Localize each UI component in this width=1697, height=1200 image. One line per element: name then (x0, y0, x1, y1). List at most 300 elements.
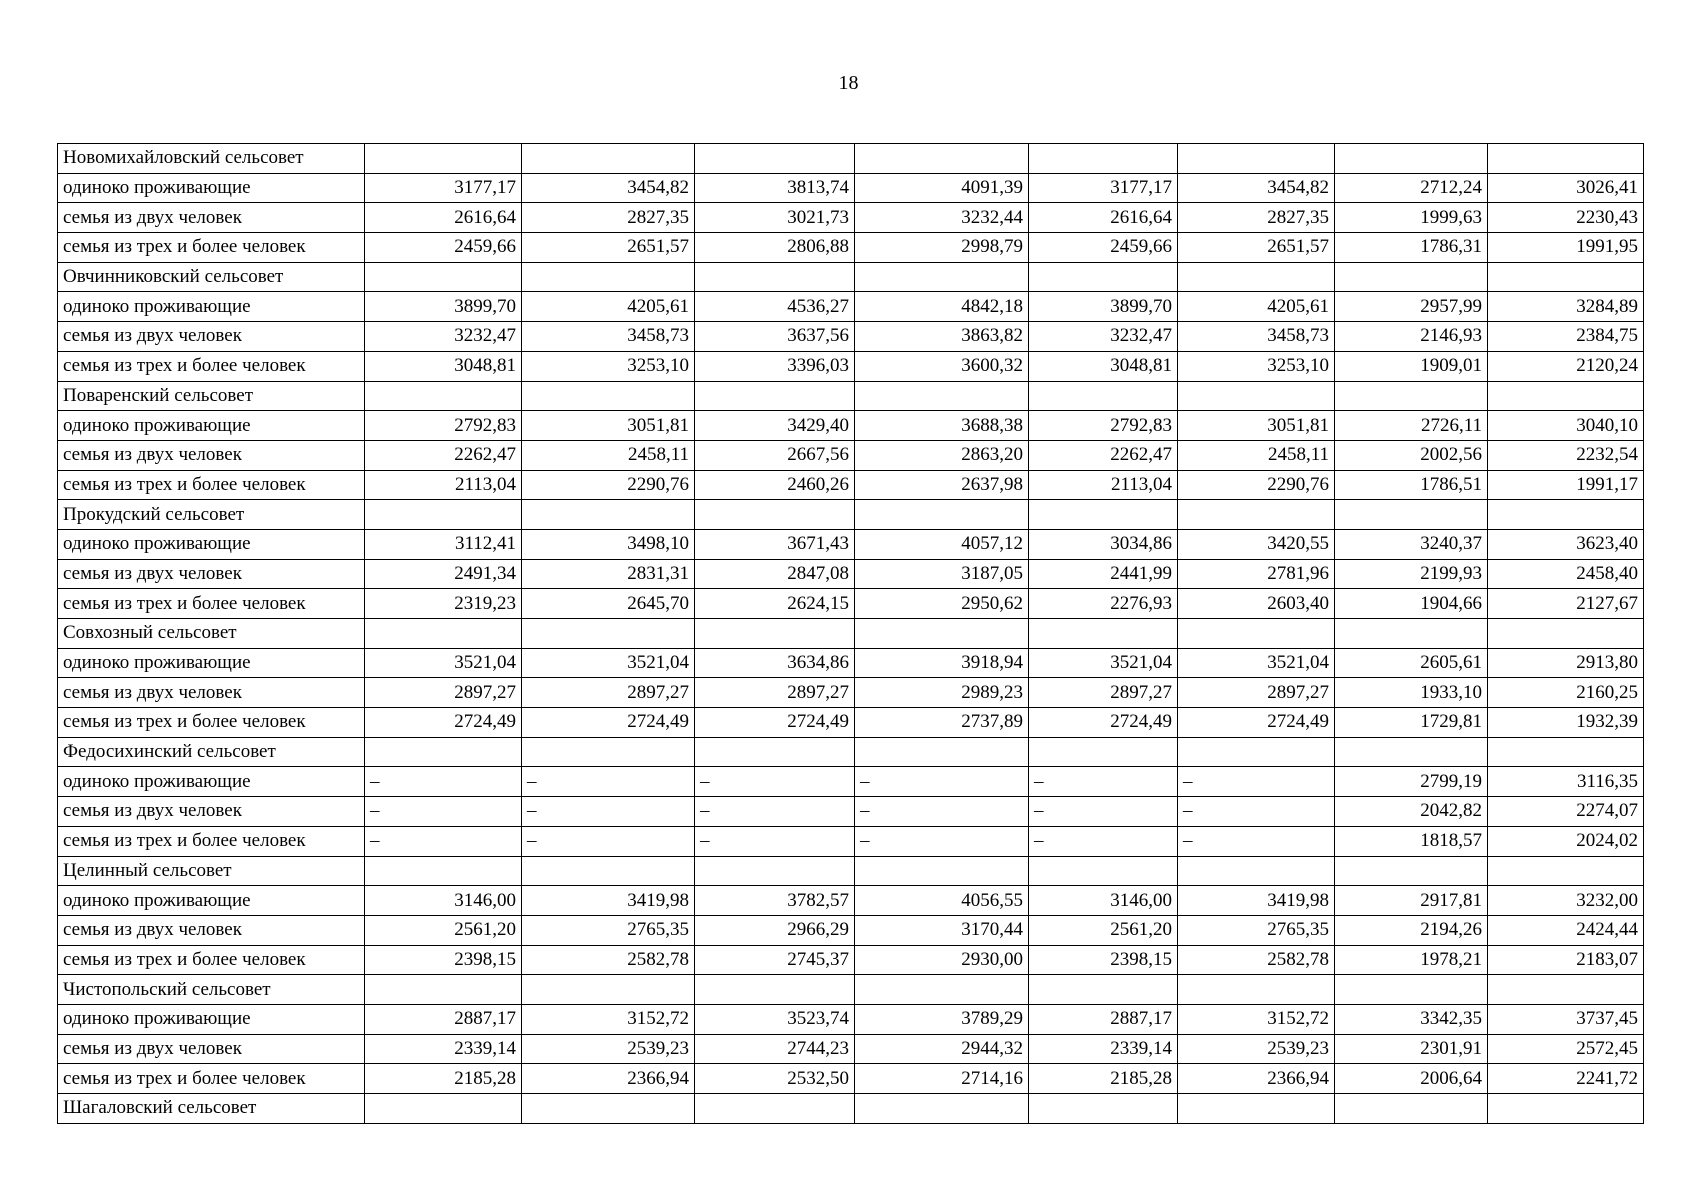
empty-cell (1488, 1094, 1644, 1124)
table-row (58, 529, 1644, 559)
value-cell: 2572,45 (1488, 1034, 1644, 1064)
value-cell: 2582,78 (1178, 945, 1335, 975)
value-cell: – (1178, 797, 1335, 827)
value-cell: 2185,28 (1029, 1064, 1178, 1094)
value-cell: – (365, 797, 522, 827)
value-cell: 3521,04 (1178, 648, 1335, 678)
table-row (58, 1004, 1644, 1034)
value-cell: 3146,00 (365, 886, 522, 916)
empty-cell (522, 737, 695, 767)
empty-cell (1335, 1094, 1488, 1124)
page-number: 18 (838, 72, 859, 94)
value-cell: 4057,12 (855, 529, 1029, 559)
value-cell: 2146,93 (1335, 322, 1488, 352)
empty-cell (1029, 1094, 1178, 1124)
empty-cell (695, 500, 855, 530)
value-cell: 2459,66 (365, 233, 522, 263)
value-cell: 3637,56 (695, 322, 855, 352)
value-cell: 2897,27 (695, 678, 855, 708)
value-cell: 3040,10 (1488, 411, 1644, 441)
value-cell: 2917,81 (1335, 886, 1488, 916)
value-cell: 1729,81 (1335, 708, 1488, 738)
value-cell: 2183,07 (1488, 945, 1644, 975)
value-cell: 2799,19 (1335, 767, 1488, 797)
value-cell: 2384,75 (1488, 322, 1644, 352)
empty-cell (365, 262, 522, 292)
value-cell: 2398,15 (365, 945, 522, 975)
value-cell: 2781,96 (1178, 559, 1335, 589)
value-cell: 3051,81 (522, 411, 695, 441)
empty-cell (855, 856, 1029, 886)
value-cell: 2561,20 (1029, 915, 1178, 945)
value-cell: 4205,61 (522, 292, 695, 322)
row-label: семья из трех и более человек (58, 1064, 365, 1094)
value-cell: 4056,55 (855, 886, 1029, 916)
value-cell: 3523,74 (695, 1004, 855, 1034)
table-row (58, 351, 1644, 381)
value-cell: 2957,99 (1335, 292, 1488, 322)
row-label: семья из трех и более человек (58, 945, 365, 975)
value-cell: 2160,25 (1488, 678, 1644, 708)
empty-cell (365, 381, 522, 411)
empty-cell (1178, 737, 1335, 767)
empty-cell (855, 737, 1029, 767)
value-cell: 2765,35 (1178, 915, 1335, 945)
value-cell: – (695, 767, 855, 797)
section-title: Целинный сельсовет (58, 856, 365, 886)
row-label: одиноко проживающие (58, 767, 365, 797)
value-cell: – (522, 767, 695, 797)
value-cell: 2491,34 (365, 559, 522, 589)
value-cell: 2024,02 (1488, 826, 1644, 856)
value-cell: 2806,88 (695, 233, 855, 263)
value-cell: 1818,57 (1335, 826, 1488, 856)
value-cell: 2847,08 (695, 559, 855, 589)
empty-cell (1335, 975, 1488, 1005)
table-row (58, 886, 1644, 916)
empty-cell (1029, 975, 1178, 1005)
value-cell: 3170,44 (855, 915, 1029, 945)
empty-cell (855, 381, 1029, 411)
empty-cell (1029, 619, 1178, 649)
value-cell: 3899,70 (365, 292, 522, 322)
value-cell: 2913,80 (1488, 648, 1644, 678)
value-cell: 3232,47 (1029, 322, 1178, 352)
empty-cell (365, 500, 522, 530)
value-cell: 1909,01 (1335, 351, 1488, 381)
empty-cell (522, 856, 695, 886)
section-title: Новомихайловский сельсовет (58, 144, 365, 174)
empty-cell (1488, 856, 1644, 886)
value-cell: 3116,35 (1488, 767, 1644, 797)
value-cell: 3048,81 (1029, 351, 1178, 381)
row-label: одиноко проживающие (58, 292, 365, 322)
value-cell: 2897,27 (1029, 678, 1178, 708)
value-cell: 3813,74 (695, 173, 855, 203)
value-cell: 3048,81 (365, 351, 522, 381)
table-row (58, 648, 1644, 678)
value-cell: 2276,93 (1029, 589, 1178, 619)
empty-cell (855, 144, 1029, 174)
empty-cell (522, 975, 695, 1005)
value-cell: 2724,49 (695, 708, 855, 738)
value-cell: – (522, 797, 695, 827)
empty-cell (1178, 975, 1335, 1005)
empty-cell (1488, 737, 1644, 767)
value-cell: 3240,37 (1335, 529, 1488, 559)
section-header-row (58, 262, 1644, 292)
empty-cell (1488, 500, 1644, 530)
section-title: Шагаловский сельсовет (58, 1094, 365, 1124)
value-cell: 2539,23 (522, 1034, 695, 1064)
empty-cell (1335, 262, 1488, 292)
value-cell: 3688,38 (855, 411, 1029, 441)
section-header-row (58, 500, 1644, 530)
row-label: семья из двух человек (58, 678, 365, 708)
value-cell: 2897,27 (522, 678, 695, 708)
empty-cell (1029, 262, 1178, 292)
value-cell: 2441,99 (1029, 559, 1178, 589)
empty-cell (1029, 500, 1178, 530)
value-cell: 3342,35 (1335, 1004, 1488, 1034)
table-row (58, 411, 1644, 441)
value-cell: 2274,07 (1488, 797, 1644, 827)
section-header-row (58, 737, 1644, 767)
value-cell: 2744,23 (695, 1034, 855, 1064)
row-label: семья из трех и более человек (58, 826, 365, 856)
value-cell: 3253,10 (522, 351, 695, 381)
empty-cell (1488, 975, 1644, 1005)
value-cell: 2006,64 (1335, 1064, 1488, 1094)
value-cell: – (695, 826, 855, 856)
value-cell: 4842,18 (855, 292, 1029, 322)
section-header-row (58, 856, 1644, 886)
empty-cell (695, 262, 855, 292)
value-cell: 2651,57 (1178, 233, 1335, 263)
empty-cell (695, 975, 855, 1005)
value-cell: 2737,89 (855, 708, 1029, 738)
value-cell: 2194,26 (1335, 915, 1488, 945)
value-cell: 2458,11 (522, 440, 695, 470)
value-cell: 3419,98 (1178, 886, 1335, 916)
table-row (58, 915, 1644, 945)
value-cell: 3152,72 (522, 1004, 695, 1034)
value-cell: 3454,82 (522, 173, 695, 203)
value-cell: 4091,39 (855, 173, 1029, 203)
row-label: одиноко проживающие (58, 529, 365, 559)
empty-cell (695, 144, 855, 174)
value-cell: 2301,91 (1335, 1034, 1488, 1064)
section-title: Совхозный сельсовет (58, 619, 365, 649)
table-row (58, 203, 1644, 233)
value-cell: 2458,40 (1488, 559, 1644, 589)
value-cell: 2897,27 (1178, 678, 1335, 708)
value-cell: 2989,23 (855, 678, 1029, 708)
value-cell: 3521,04 (1029, 648, 1178, 678)
value-cell: 3253,10 (1178, 351, 1335, 381)
value-cell: – (365, 826, 522, 856)
empty-cell (855, 619, 1029, 649)
empty-cell (695, 381, 855, 411)
row-label: семья из двух человек (58, 322, 365, 352)
value-cell: 2366,94 (1178, 1064, 1335, 1094)
value-cell: – (855, 797, 1029, 827)
row-label: семья из двух человек (58, 915, 365, 945)
value-cell: – (1029, 797, 1178, 827)
value-cell: 2290,76 (522, 470, 695, 500)
section-title: Федосихинский сельсовет (58, 737, 365, 767)
value-cell: 2113,04 (1029, 470, 1178, 500)
value-cell: 2651,57 (522, 233, 695, 263)
value-cell: 2616,64 (1029, 203, 1178, 233)
table-row (58, 173, 1644, 203)
section-header-row (58, 619, 1644, 649)
empty-cell (695, 619, 855, 649)
value-cell: 3112,41 (365, 529, 522, 559)
value-cell: 2724,49 (1029, 708, 1178, 738)
value-cell: 2199,93 (1335, 559, 1488, 589)
value-cell: 3034,86 (1029, 529, 1178, 559)
empty-cell (522, 262, 695, 292)
value-cell: 2645,70 (522, 589, 695, 619)
table-row (58, 292, 1644, 322)
value-cell: 2290,76 (1178, 470, 1335, 500)
empty-cell (365, 856, 522, 886)
table-row (58, 470, 1644, 500)
value-cell: – (695, 797, 855, 827)
data-table (57, 143, 1644, 1124)
value-cell: 3458,73 (1178, 322, 1335, 352)
value-cell: 3521,04 (522, 648, 695, 678)
value-cell: 3782,57 (695, 886, 855, 916)
table-row (58, 322, 1644, 352)
empty-cell (1029, 144, 1178, 174)
value-cell: 2712,24 (1335, 173, 1488, 203)
section-header-row (58, 1094, 1644, 1124)
value-cell: 2863,20 (855, 440, 1029, 470)
value-cell: 3177,17 (1029, 173, 1178, 203)
value-cell: 3863,82 (855, 322, 1029, 352)
empty-cell (365, 1094, 522, 1124)
empty-cell (1178, 144, 1335, 174)
empty-cell (365, 975, 522, 1005)
empty-cell (1335, 381, 1488, 411)
value-cell: 2726,11 (1335, 411, 1488, 441)
value-cell: 2724,49 (365, 708, 522, 738)
value-cell: 2616,64 (365, 203, 522, 233)
value-cell: 2930,00 (855, 945, 1029, 975)
value-cell: 2897,27 (365, 678, 522, 708)
value-cell: 3232,00 (1488, 886, 1644, 916)
value-cell: 3021,73 (695, 203, 855, 233)
empty-cell (365, 737, 522, 767)
value-cell: – (1029, 826, 1178, 856)
value-cell: 2724,49 (522, 708, 695, 738)
value-cell: 2262,47 (365, 440, 522, 470)
empty-cell (855, 500, 1029, 530)
value-cell: 2339,14 (1029, 1034, 1178, 1064)
value-cell: 3521,04 (365, 648, 522, 678)
table-row (58, 767, 1644, 797)
value-cell: 3454,82 (1178, 173, 1335, 203)
empty-cell (522, 144, 695, 174)
empty-cell (1178, 262, 1335, 292)
value-cell: 3419,98 (522, 886, 695, 916)
table-row (58, 1064, 1644, 1094)
value-cell: – (855, 767, 1029, 797)
table-row (58, 440, 1644, 470)
value-cell: 3498,10 (522, 529, 695, 559)
value-cell: – (365, 767, 522, 797)
value-cell: 1999,63 (1335, 203, 1488, 233)
value-cell: 2459,66 (1029, 233, 1178, 263)
row-label: одиноко проживающие (58, 886, 365, 916)
section-title: Чистопольский сельсовет (58, 975, 365, 1005)
value-cell: 2113,04 (365, 470, 522, 500)
value-cell: 3396,03 (695, 351, 855, 381)
empty-cell (855, 1094, 1029, 1124)
value-cell: 2887,17 (365, 1004, 522, 1034)
table-row (58, 589, 1644, 619)
table-body (58, 144, 1644, 1124)
row-label: одиноко проживающие (58, 411, 365, 441)
value-cell: 3899,70 (1029, 292, 1178, 322)
section-header-row (58, 144, 1644, 174)
value-cell: 2398,15 (1029, 945, 1178, 975)
table-row (58, 797, 1644, 827)
table-row (58, 826, 1644, 856)
value-cell: 3789,29 (855, 1004, 1029, 1034)
value-cell: 2827,35 (522, 203, 695, 233)
empty-cell (1488, 262, 1644, 292)
value-cell: – (855, 826, 1029, 856)
value-cell: 2966,29 (695, 915, 855, 945)
value-cell: 2637,98 (855, 470, 1029, 500)
empty-cell (1178, 1094, 1335, 1124)
value-cell: 3152,72 (1178, 1004, 1335, 1034)
empty-cell (522, 500, 695, 530)
value-cell: 2624,15 (695, 589, 855, 619)
empty-cell (522, 1094, 695, 1124)
row-label: семья из трех и более человек (58, 470, 365, 500)
section-title: Овчинниковский сельсовет (58, 262, 365, 292)
value-cell: 2765,35 (522, 915, 695, 945)
value-cell: 2745,37 (695, 945, 855, 975)
empty-cell (1488, 381, 1644, 411)
value-cell: 2127,67 (1488, 589, 1644, 619)
value-cell: 1932,39 (1488, 708, 1644, 738)
value-cell: 3429,40 (695, 411, 855, 441)
section-header-row (58, 381, 1644, 411)
value-cell: 2950,62 (855, 589, 1029, 619)
value-cell: 1933,10 (1335, 678, 1488, 708)
value-cell: 1786,51 (1335, 470, 1488, 500)
value-cell: 3918,94 (855, 648, 1029, 678)
value-cell: 2714,16 (855, 1064, 1029, 1094)
value-cell: 2667,56 (695, 440, 855, 470)
empty-cell (365, 619, 522, 649)
empty-cell (1488, 619, 1644, 649)
row-label: семья из трех и более человек (58, 351, 365, 381)
value-cell: 2339,14 (365, 1034, 522, 1064)
value-cell: 3737,45 (1488, 1004, 1644, 1034)
value-cell: 2561,20 (365, 915, 522, 945)
value-cell: 3284,89 (1488, 292, 1644, 322)
empty-cell (1029, 737, 1178, 767)
section-title: Поваренский сельсовет (58, 381, 365, 411)
value-cell: 2605,61 (1335, 648, 1488, 678)
value-cell: 1786,31 (1335, 233, 1488, 263)
value-cell: 2887,17 (1029, 1004, 1178, 1034)
value-cell: 2241,72 (1488, 1064, 1644, 1094)
table-row (58, 945, 1644, 975)
row-label: семья из двух человек (58, 203, 365, 233)
value-cell: 2458,11 (1178, 440, 1335, 470)
value-cell: 3634,86 (695, 648, 855, 678)
empty-cell (1335, 144, 1488, 174)
row-label: семья из трех и более человек (58, 233, 365, 263)
empty-cell (1029, 381, 1178, 411)
value-cell: 3026,41 (1488, 173, 1644, 203)
value-cell: 3232,47 (365, 322, 522, 352)
value-cell: 3458,73 (522, 322, 695, 352)
value-cell: 3600,32 (855, 351, 1029, 381)
value-cell: 3051,81 (1178, 411, 1335, 441)
value-cell: 4536,27 (695, 292, 855, 322)
value-cell: 1991,17 (1488, 470, 1644, 500)
value-cell: 2603,40 (1178, 589, 1335, 619)
empty-cell (1178, 619, 1335, 649)
empty-cell (1335, 500, 1488, 530)
row-label: одиноко проживающие (58, 1004, 365, 1034)
empty-cell (855, 262, 1029, 292)
value-cell: 3187,05 (855, 559, 1029, 589)
value-cell: 4205,61 (1178, 292, 1335, 322)
empty-cell (1335, 619, 1488, 649)
value-cell: 3232,44 (855, 203, 1029, 233)
value-cell: 2185,28 (365, 1064, 522, 1094)
value-cell: 2724,49 (1178, 708, 1335, 738)
empty-cell (1335, 737, 1488, 767)
row-label: одиноко проживающие (58, 173, 365, 203)
value-cell: 2831,31 (522, 559, 695, 589)
row-label: семья из трех и более человек (58, 589, 365, 619)
value-cell: 2582,78 (522, 945, 695, 975)
table-row (58, 559, 1644, 589)
value-cell: 1991,95 (1488, 233, 1644, 263)
value-cell: 2460,26 (695, 470, 855, 500)
value-cell: 2042,82 (1335, 797, 1488, 827)
row-label: семья из двух человек (58, 440, 365, 470)
empty-cell (1488, 144, 1644, 174)
row-label: семья из двух человек (58, 797, 365, 827)
value-cell: 2539,23 (1178, 1034, 1335, 1064)
empty-cell (695, 737, 855, 767)
value-cell: 3420,55 (1178, 529, 1335, 559)
value-cell: – (1178, 826, 1335, 856)
value-cell: 3177,17 (365, 173, 522, 203)
empty-cell (695, 856, 855, 886)
value-cell: 2120,24 (1488, 351, 1644, 381)
value-cell: 2998,79 (855, 233, 1029, 263)
empty-cell (522, 381, 695, 411)
value-cell: 2262,47 (1029, 440, 1178, 470)
value-cell: 1904,66 (1335, 589, 1488, 619)
empty-cell (1178, 856, 1335, 886)
value-cell: 2230,43 (1488, 203, 1644, 233)
section-title: Прокудский сельсовет (58, 500, 365, 530)
empty-cell (522, 619, 695, 649)
